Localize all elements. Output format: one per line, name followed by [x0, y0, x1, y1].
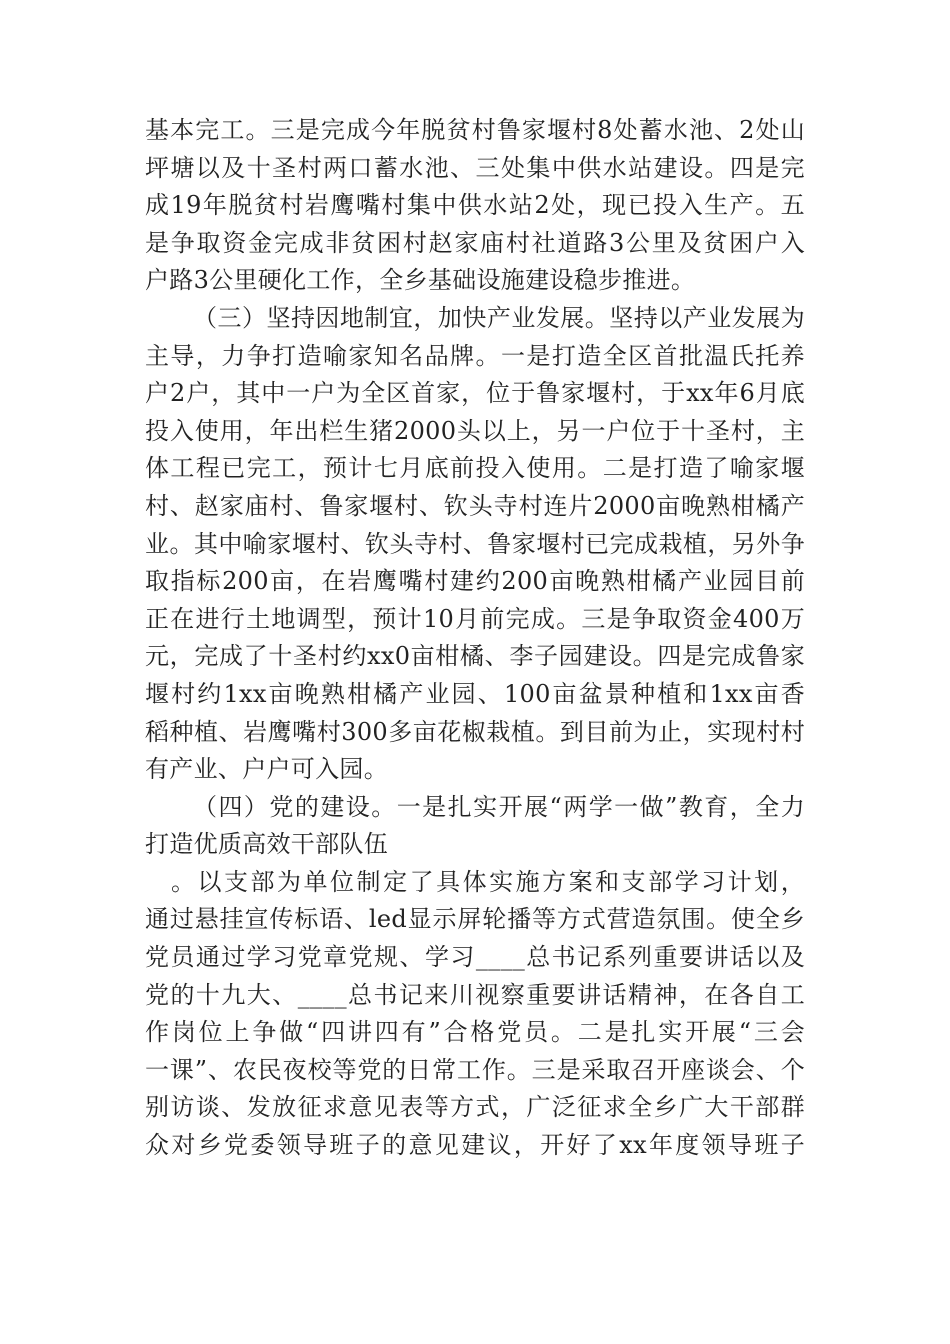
text-line: 主导，力争打造喻家知名品牌。一是打造全区首批温氏托养 — [145, 341, 805, 370]
text-line: 户路3公里硬化工作，全乡基础设施建设稳步推进。 — [145, 266, 696, 295]
text-line: 坪塘以及十圣村两口蓄水池、三处集中供水站建设。四是完 — [145, 153, 805, 182]
text-line: 投入使用，年出栏生猪2000头以上，另一户位于十圣村，主 — [145, 416, 805, 445]
text-line: 元，完成了十圣村约xx0亩柑橘、李子园建设。四是完成鲁家 — [145, 642, 805, 671]
text-line: 村、赵家庙村、鲁家堰村、钦头寺村连片2000亩晚熟柑橘产 — [145, 491, 805, 520]
text-line: 取指标200亩，在岩鹰嘴村建约200亩晚熟柑橘产业园目前 — [145, 567, 805, 596]
text-line: 通过悬挂宣传标语、led显示屏轮播等方式营造氛围。使全乡 — [145, 905, 805, 934]
text-line: 党的十九大、____总书记来川视察重要讲话精神，在各自工 — [145, 980, 805, 1009]
section-heading-line: （三）坚持因地制宜，加快产业发展。坚持以产业发展为 — [193, 303, 805, 332]
text-line: 基本完工。三是完成今年脱贫村鲁家堰村8处蓄水池、2处山 — [145, 116, 805, 144]
section-heading-line: （四）党的建设。一是扎实开展“两学一做”教育，全力 — [193, 792, 805, 821]
text-line: 打造优质高效干部队伍 — [145, 830, 388, 859]
text-line: 堰村约1xx亩晚熟柑橘产业园、100亩盆景种植和1xx亩香 — [145, 679, 805, 708]
text-line: 作岗位上争做“四讲四有”合格党员。二是扎实开展“三会 — [145, 1018, 805, 1047]
body-text — [145, 112, 805, 1165]
text-line: 户2户，其中一户为全区首家，位于鲁家堰村，于xx年6月底 — [145, 379, 805, 408]
text-line: 。以支部为单位制定了具体实施方案和支部学习计划， — [171, 867, 805, 896]
text-line: 体工程已完工，预计七月底前投入使用。二是打造了喻家堰 — [145, 454, 805, 483]
text-line: 别访谈、发放征求意见表等方式，广泛征求全乡广大干部群 — [145, 1093, 805, 1122]
text-line: 是争取资金完成非贫困村赵家庙村社道路3公里及贫困户入 — [145, 228, 805, 257]
text-line: 一课”、农民夜校等党的日常工作。三是采取召开座谈会、个 — [145, 1055, 805, 1084]
text-line: 众对乡党委领导班子的意见建议，开好了xx年度领导班子 — [145, 1131, 805, 1160]
text-line: 正在进行土地调型，预计10月前完成。三是争取资金400万 — [145, 604, 805, 633]
text-line: 业。其中喻家堰村、钦头寺村、鲁家堰村已完成栽植，另外争 — [145, 529, 805, 558]
text-line: 稻种植、岩鹰嘴村300多亩花椒栽植。到目前为止，实现村村 — [145, 717, 805, 746]
text-line: 有产业、户户可入园。 — [145, 755, 388, 784]
text-line: 党员通过学习党章党规、学习____总书记系列重要讲话以及 — [145, 943, 805, 972]
text-line: 成19年脱贫村岩鹰嘴村集中供水站2处，现已投入生产。五 — [145, 191, 805, 220]
